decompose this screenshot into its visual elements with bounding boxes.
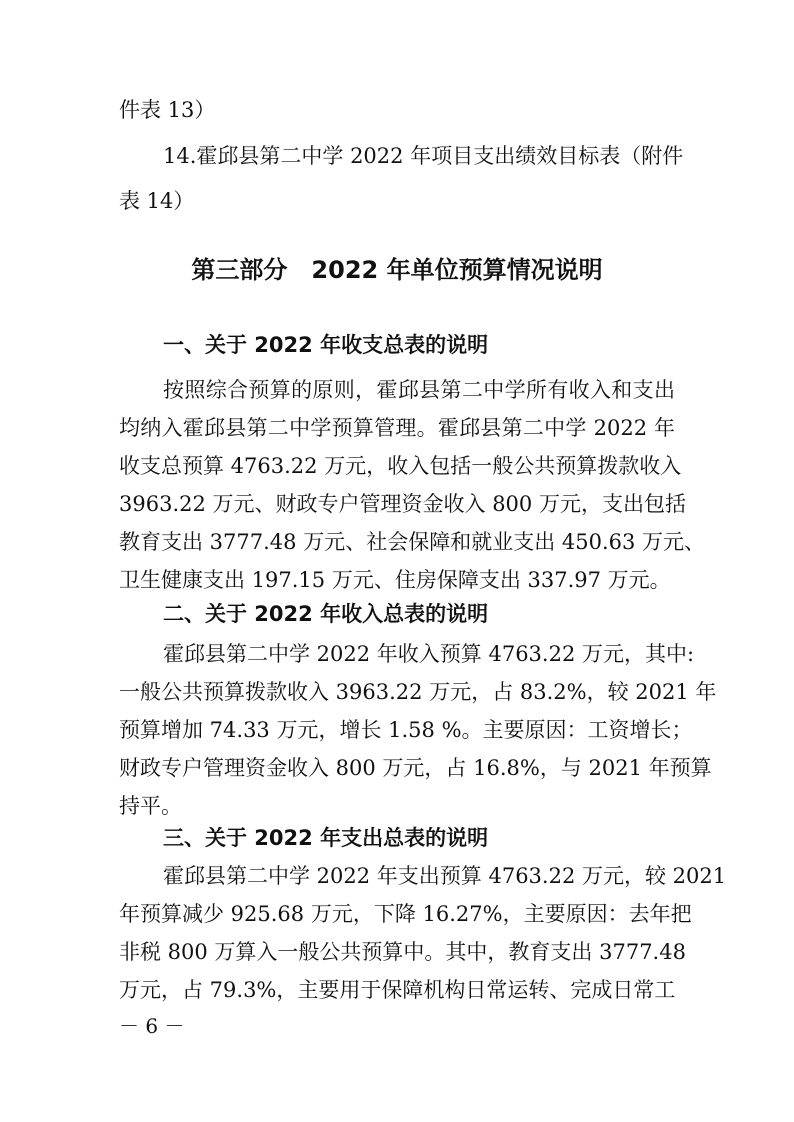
body-line: 霍邱县第二中学 2022 年收入预算 4763.22 万元，其中: bbox=[163, 642, 695, 666]
section-heading: 一、关于 2022 年收支总表的说明 bbox=[163, 333, 489, 357]
section-heading: 三、关于 2022 年支出总表的说明 bbox=[163, 826, 489, 850]
body-line: 件表 13） bbox=[119, 98, 216, 122]
section-heading: 二、关于 2022 年收入总表的说明 bbox=[163, 602, 489, 626]
body-line: 预算增加 74.33 万元，增长 1.58 %。主要原因：工资增长； bbox=[119, 718, 693, 742]
body-line: 收支总预算 4763.22 万元，收入包括一般公共预算拨款收入 bbox=[119, 454, 682, 478]
body-line: 3963.22 万元、财政专户管理资金收入 800 万元，支出包括 bbox=[119, 492, 686, 516]
body-line: 教育支出 3777.48 万元、社会保障和就业支出 450.63 万元、 bbox=[119, 530, 706, 554]
part-title: 第三部分 2022 年单位预算情况说明 bbox=[191, 256, 603, 284]
body-line: 持平。 bbox=[119, 794, 182, 818]
body-line: 表 14） bbox=[119, 189, 195, 213]
body-line: 年预算减少 925.68 万元，下降 16.27%，主要原因：去年把 bbox=[119, 902, 692, 926]
body-line: 按照综合预算的原则，霍邱县第二中学所有收入和支出 bbox=[163, 378, 675, 402]
body-line: 14.霍邱县第二中学 2022 年项目支出绩效目标表（附件 bbox=[163, 144, 684, 168]
page-number: － 6 － bbox=[119, 1014, 185, 1038]
body-line: 一般公共预算拨款收入 3963.22 万元，占 83.2%，较 2021 年 bbox=[119, 680, 717, 704]
body-line: 卫生健康支出 197.15 万元、住房保障支出 337.97 万元。 bbox=[119, 568, 671, 592]
body-line: 财政专户管理资金收入 800 万元，占 16.8%，与 2021 年预算 bbox=[119, 756, 712, 780]
body-line: 非税 800 万算入一般公共预算中。其中，教育支出 3777.48 bbox=[119, 940, 686, 964]
body-line: 均纳入霍邱县第二中学预算管理。霍邱县第二中学 2022 年 bbox=[119, 416, 675, 440]
body-line: 霍邱县第二中学 2022 年支出预算 4763.22 万元，较 2021 bbox=[163, 864, 727, 888]
body-line: 万元，占 79.3%，主要用于保障机构日常运转、完成日常工 bbox=[119, 978, 676, 1002]
